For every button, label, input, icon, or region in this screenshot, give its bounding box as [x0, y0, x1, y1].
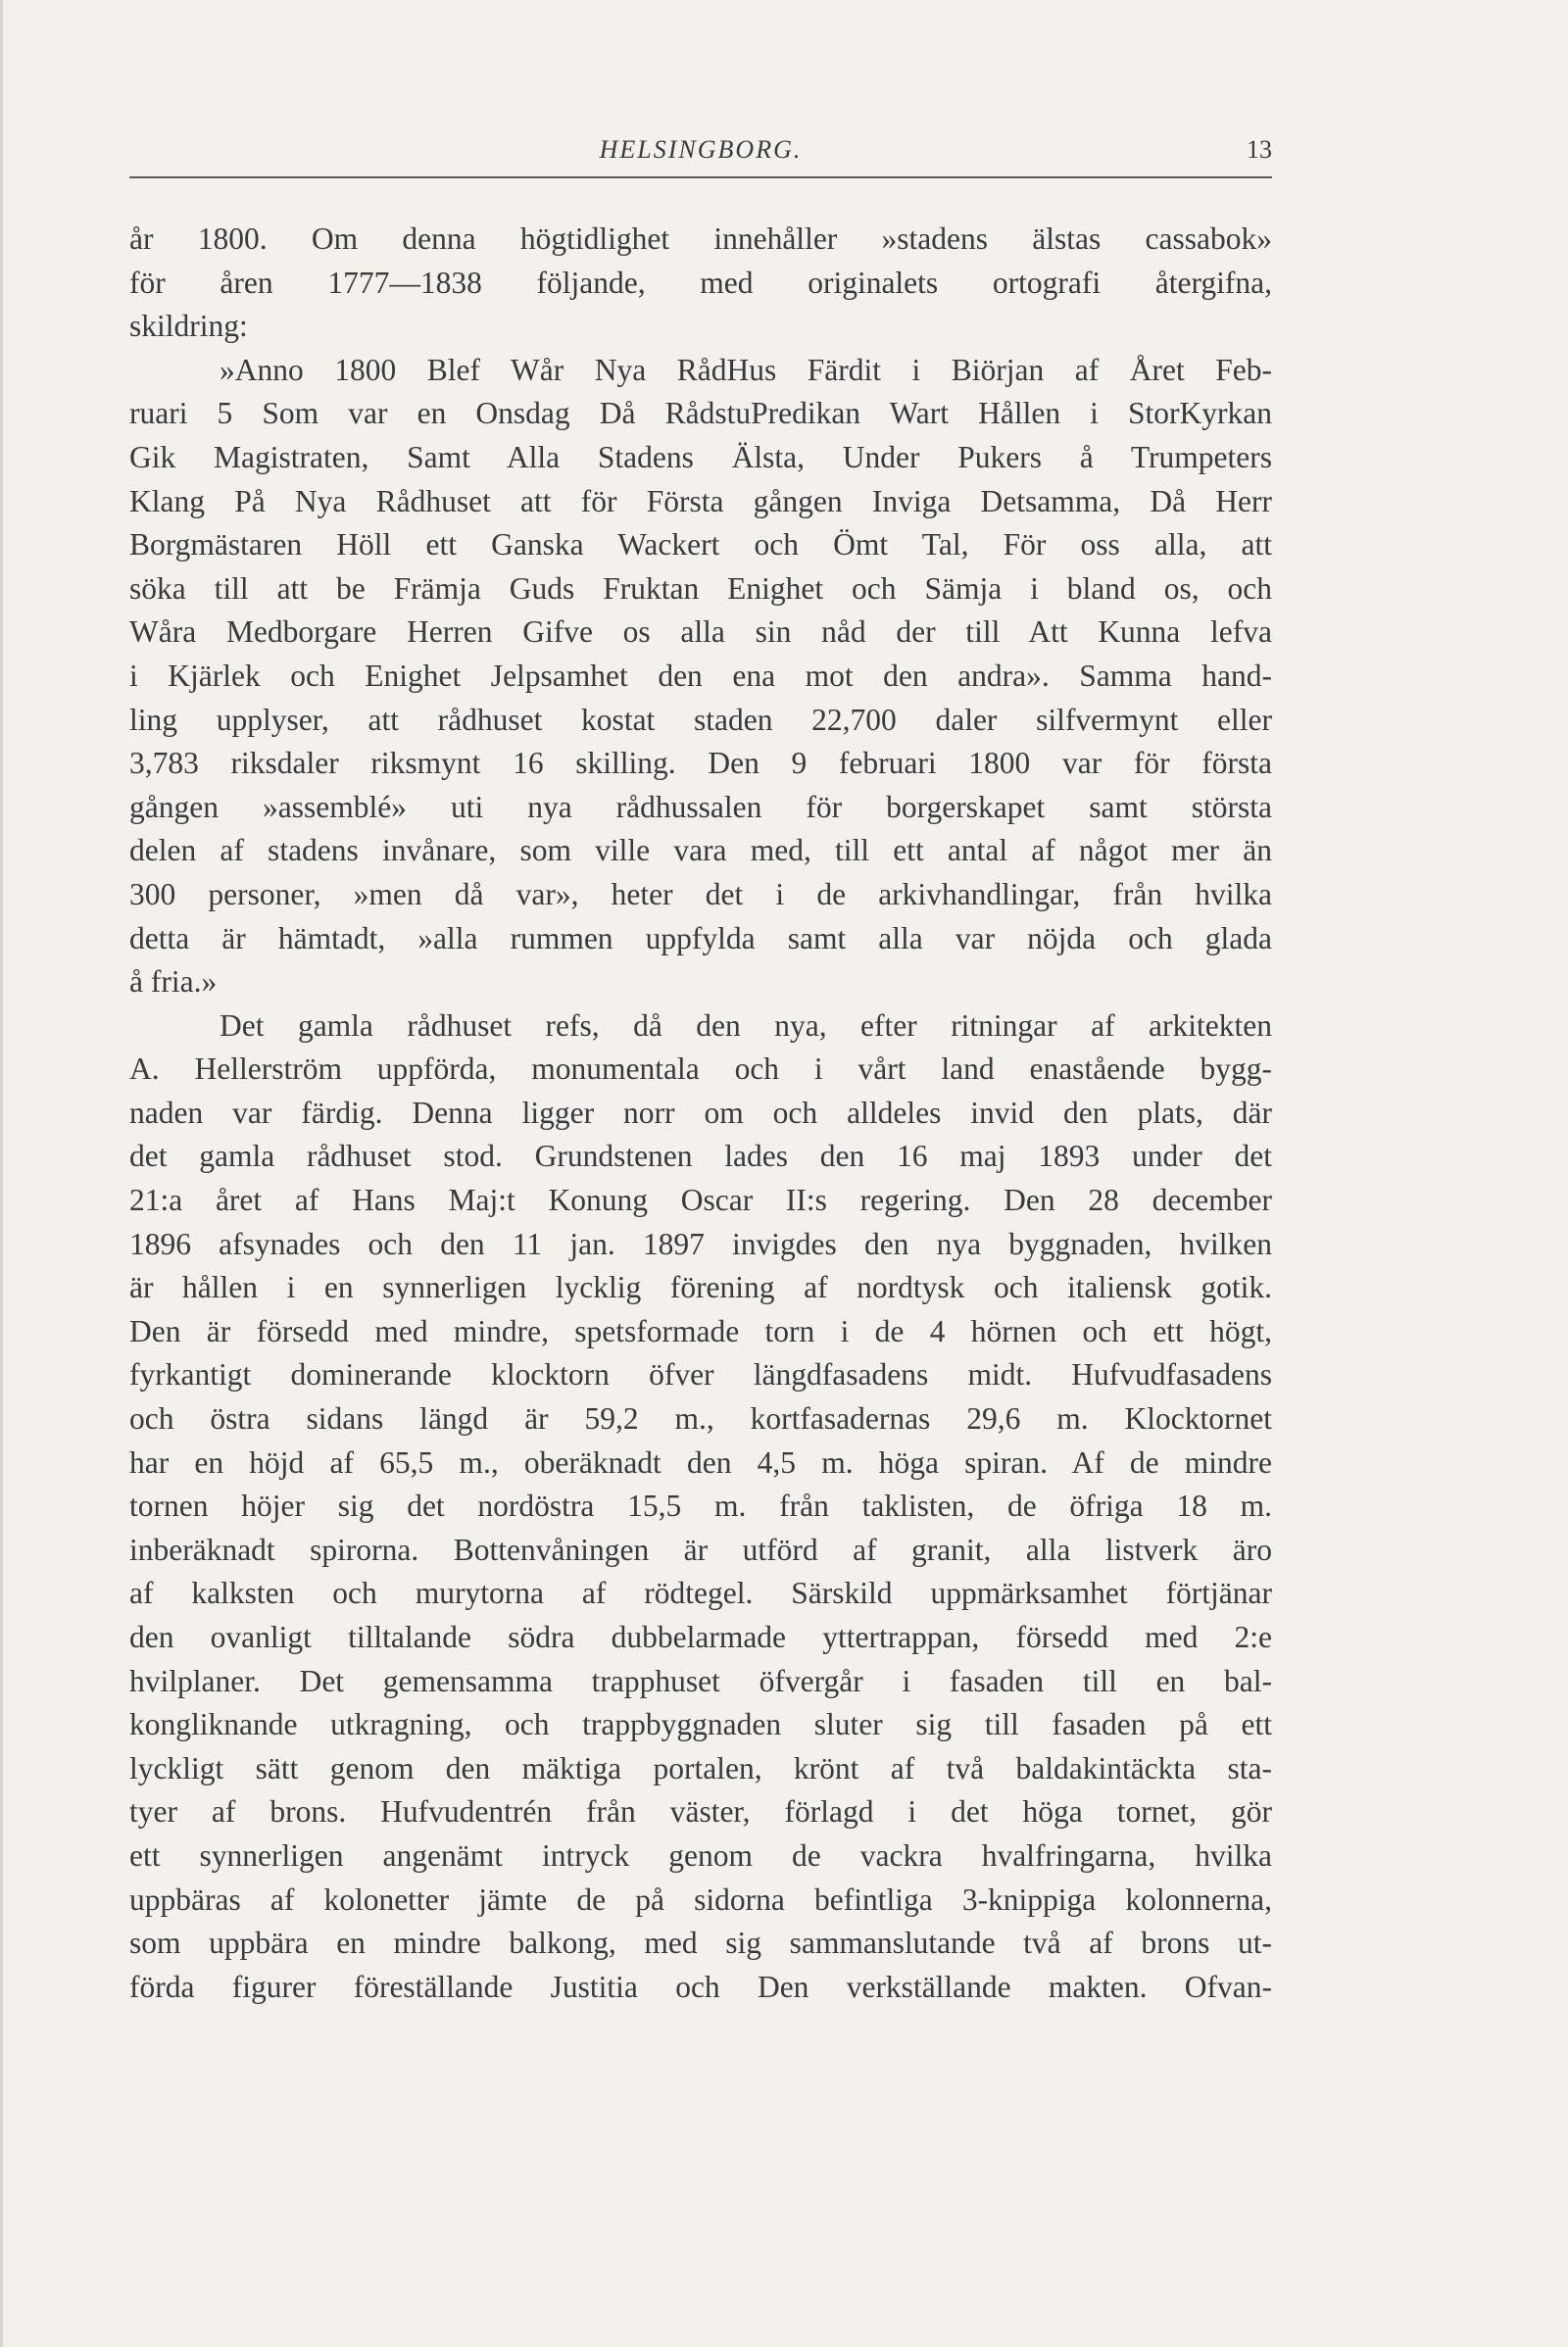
paragraph-start-line: Det gamla rådhuset refs, då den nya, efter ritningar af arkitekten [220, 1007, 1272, 1043]
text-line: hvilplaner. Det gemensamma trapphuset öfvergår i fasaden till en bal- [129, 1663, 1272, 1698]
text-line: 300 personer, »men då var», heter det i de arkivhandlingar, från hvilka [129, 876, 1272, 911]
text-line: kongliknande utkragning, och trappbyggnaden sluter sig till fasaden på ett [129, 1707, 1272, 1742]
text-line: tornen höjer sig det nordöstra 15,5 m. från taklisten, de öfriga 18 m. [129, 1489, 1272, 1524]
quote-start-line: »Anno 1800 Blef Wår Nya RådHus Färdit i Biörjan af Året Feb- [220, 352, 1272, 387]
text-line: ling upplyser, att rådhuset kostat staden 22,700 daler silfvermynt eller [129, 702, 1272, 737]
text-line: naden var färdig. Denna ligger norr om och alldeles invid den plats, där [129, 1095, 1272, 1130]
text-line: 1896 afsynades och den 11 jan. 1897 invigdes den nya byggnaden, hvilken [129, 1226, 1272, 1261]
text-line: den ovanligt tilltalande södra dubbelarmade yttertrappan, försedd med 2:e [129, 1620, 1272, 1654]
text-line: i Kjärlek och Enighet Jelpsamhet den ena mot den andra». Samma hand- [129, 658, 1272, 693]
text-line: 3,783 riksdaler riksmynt 16 skilling. Den 9 februari 1800 var för första [129, 746, 1272, 781]
text-line: Borgmästaren Höll ett Ganska Wackert och Ömt Tal, För oss alla, att [129, 527, 1272, 562]
text-line: gången »assemblé» uti nya rådhussalen för borgerskapet samt största [129, 789, 1272, 824]
running-title: HELSINGBORG. [599, 135, 803, 164]
text-line: tyer af brons. Hufvudentrén från väster, förlagd i det höga tornet, gör [129, 1794, 1272, 1830]
text-line: Wåra Medborgare Herren Gifve os alla sin nåd der till Att Kunna lefva [129, 614, 1272, 650]
text-line: år 1800. Om denna högtidlighet innehåller »stadens älstas cassabok» [129, 221, 1272, 256]
page-number: 13 [1247, 135, 1272, 164]
text-line: af kalksten och murytorna af rödtegel. Särskild uppmärksamhet förtjänar [129, 1576, 1272, 1611]
text-line: söka till att be Främja Guds Fruktan Enighet och Sämja i bland os, och [129, 570, 1272, 606]
text-line: 21:a året af Hans Maj:t Konung Oscar II:s regering. Den 28 december [129, 1183, 1272, 1218]
text-line: Den är försedd med mindre, spetsformade torn i de 4 hörnen och ett högt, [129, 1313, 1272, 1348]
text-line: delen af stadens invånare, som ville vara med, till ett antal af något mer än [129, 833, 1272, 868]
text-line: är hållen i en synnerligen lycklig förening af nordtysk och italiensk gotik. [129, 1270, 1272, 1305]
text-line: uppbäras af kolonetter jämte de på sidorna befintliga 3-knippiga kolonnerna, [129, 1882, 1272, 1917]
text-line: ett synnerligen angenämt intryck genom de vackra hvalfringarna, hvilka [129, 1837, 1272, 1873]
text-line: förda figurer föreställande Justitia och Den verkställande makten. Ofvan- [129, 1969, 1272, 2004]
page-header [129, 125, 1272, 178]
text-line: inberäknadt spirorna. Bottenvåningen är utförd af granit, alla listverk äro [129, 1532, 1272, 1567]
text-line: A. Hellerström uppförda, monumentala och i vårt land enastående bygg- [129, 1051, 1272, 1087]
text-line: som uppbära en mindre balkong, med sig sammanslutande två af brons ut- [129, 1926, 1272, 1961]
text-line: lyckligt sätt genom den mäktiga portalen, krönt af två baldakintäckta sta- [129, 1750, 1272, 1785]
text-line: å fria.» [129, 964, 218, 1000]
text-line: Gik Magistraten, Samt Alla Stadens Älsta, Under Pukers å Trumpeters [129, 439, 1272, 474]
text-line: det gamla rådhuset stod. Grundstenen lades den 16 maj 1893 under det [129, 1139, 1272, 1174]
text-line: Klang På Nya Rådhuset att för Första gången Inviga Detsamma, Då Herr [129, 483, 1272, 518]
text-line: fyrkantigt dominerande klocktorn öfver längdfasadens midt. Hufvudfasadens [129, 1357, 1272, 1393]
body-text [129, 218, 1272, 2009]
text-line: och östra sidans längd är 59,2 m., kortfasadernas 29,6 m. Klocktornet [129, 1401, 1272, 1437]
text-line: detta är hämtadt, »alla rummen uppfylda samt alla var nöjda och glada [129, 920, 1272, 955]
text-line: har en höjd af 65,5 m., oberäknadt den 4,5 m. höga spiran. Af de mindre [129, 1444, 1272, 1480]
scan-edge [0, 0, 3, 2347]
text-line: för åren 1777—1838 följande, med originalets ortografi återgifna, [129, 265, 1272, 300]
text-line: skildring: [129, 309, 248, 344]
text-line: ruari 5 Som var en Onsdag Då RådstuPredikan Wart Hållen i StorKyrkan [129, 396, 1272, 431]
